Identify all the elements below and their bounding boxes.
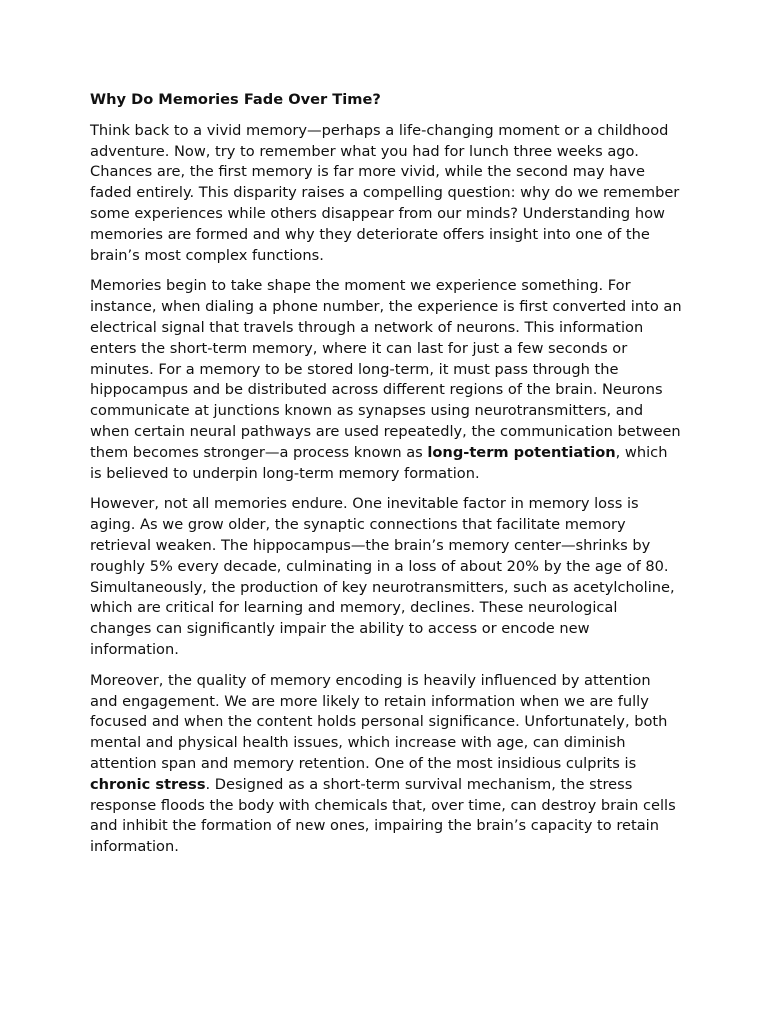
paragraph-aging bbox=[90, 494, 682, 660]
bold-term-long-term-potentiation: long-term potentiation bbox=[427, 443, 616, 461]
document-title: Why Do Memories Fade Over Time? bbox=[90, 91, 381, 108]
paragraph-formation bbox=[90, 276, 682, 484]
paragraph-text: Think back to a vivid memory—perhaps a life-changing moment or a childhood adventure. Now, try to remember what you had for lunch three weeks ago. Chances are, the first memory is far more vivid, while the second may have faded entirely. This disparity raises a compelling question: why do we remember some experiences while others disappear from our minds? Understanding how memories are formed and why they deteriorate offers insight into one of the brain’s most complex functions. bbox=[90, 121, 680, 264]
paragraph-text: Memories begin to take shape the moment we experience something. For instance, when dialing a phone number, the experience is first converted into an electrical signal that travels through a network of neurons. This information enters the short-term memory, where it can last for just a few seconds or minutes. For a memory to be stored long-term, it must pass through the hippocampus and be distributed across different regions of the brain. Neurons communicate at junctions known as synapses using neurotransmitters, and when certain neural pathways are used repeatedly, the communication between them becomes stronger—a process known as bbox=[90, 277, 682, 461]
paragraph-intro bbox=[90, 121, 682, 267]
paragraph-text: . Designed as a short-term survival mechanism, the stress response floods the body with chemicals that, over time, can destroy brain cells and inhibit the formation of new ones, impairing the brain’s capacity to retain information. bbox=[90, 775, 676, 856]
bold-term-chronic-stress: chronic stress bbox=[90, 775, 206, 793]
paragraph-text: , which is believed to underpin long-term memory formation. bbox=[90, 443, 668, 482]
paragraph-attention bbox=[90, 671, 682, 858]
paragraph-text: However, not all memories endure. One inevitable factor in memory loss is aging. As we grow older, the synaptic connections that facilitate memory retrieval weaken. The hippocampus—the brain’s memory center—shrinks by roughly 5% every decade, culminating in a loss of about 20% by the age of 80. Simultaneously, the production of key neurotransmitters, such as acetylcholine, which are critical for learning and memory, declines. These neurological changes can significantly impair the ability to access or encode new information. bbox=[90, 495, 675, 658]
paragraph-text: Moreover, the quality of memory encoding is heavily influenced by attention and engagement. We are more likely to retain information when we are fully focused and when the content holds personal significance. Unfortunately, both mental and physical health issues, which increase with age, can diminish attention span and memory retention. One of the most insidious culprits is bbox=[90, 671, 668, 772]
document-page bbox=[90, 90, 682, 868]
